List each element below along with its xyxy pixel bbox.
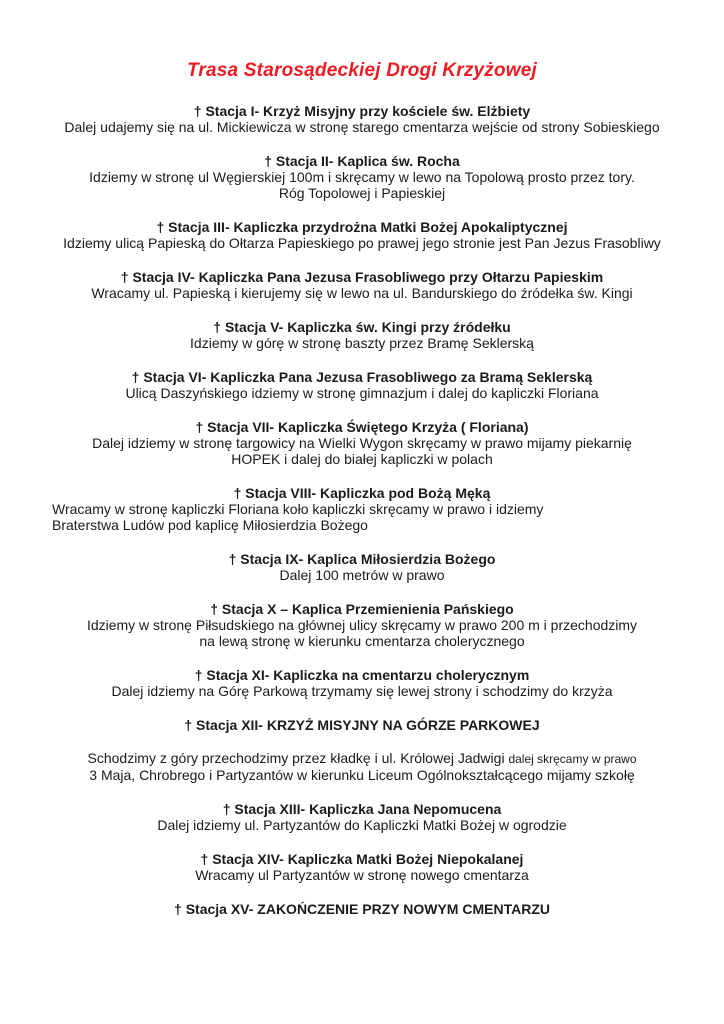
station-block [52,153,672,201]
station-block [52,717,672,783]
station-description-line: Idziemy w stronę ul Węgierskiej 100m i skręcamy w lewo na Topolową prosto przez tory. [89,169,635,185]
station-description-line: 3 Maja, Chrobrego i Partyzantów w kierunku Liceum Ogólnokształcącego mijamy szkołę [89,767,635,783]
station-heading: † Stacja X – Kaplica Przemienienia Pańskiego [210,601,514,617]
station-description-line: Wracamy ul. Papieską i kierujemy się w lewo na ul. Bandurskiego do źródełka św. Kingi [91,285,633,301]
station-description-line: Dalej udajemy się na ul. Mickiewicza w stronę starego cmentarza wejście od strony Sobieskiego [64,119,660,135]
station-heading: † Stacja V- Kapliczka św. Kingi przy źródełku [213,319,511,335]
description-segment: Schodzimy z góry przechodzimy przez kładkę i ul. Królowej Jadwigi [87,750,509,766]
station-block [52,419,672,467]
station-block [52,901,672,917]
station-description-line: na lewą stronę w kierunku cmentarza cholerycznego [199,633,525,649]
station-description [52,335,672,351]
station-description-line [52,750,672,767]
station-description [52,119,672,135]
station-block [52,601,672,649]
station-block [52,319,672,351]
station-description [52,683,672,699]
station-block [52,551,672,583]
station-description [52,750,672,783]
station-heading: † Stacja VI- Kapliczka Pana Jezusa Frasobliwego za Bramą Seklerską [131,369,593,385]
station-description-line: Dalej idziemy na Górę Parkową trzymamy się lewej strony i schodzimy do krzyża [111,683,613,699]
document-title: Trasa Starosądeckiej Drogi Krzyżowej [186,60,538,81]
station-block [52,369,672,401]
station-description-line: Wracamy ul Partyzantów w stronę nowego cmentarza [195,867,529,883]
station-heading: † Stacja I- Krzyż Misyjny przy kościele św. Elżbiety [193,103,531,119]
station-heading: † Stacja III- Kapliczka przydrożna Matki Bożej Apokaliptycznej [156,219,568,235]
station-description-line: Dalej 100 metrów w prawo [279,567,445,583]
station-description-line: Wracamy w stronę kapliczki Floriana koło kapliczki skręcamy w prawo i idziemy [52,501,544,517]
station-description-line: Braterstwa Ludów pod kaplicę Miłosierdzia Bożego [52,517,368,533]
station-description-line: Dalej idziemy w stronę targowicy na Wielki Wygon skręcamy w prawo mijamy piekarnię [92,435,632,451]
station-heading: † Stacja VII- Kapliczka Świętego Krzyża ( Floriana) [195,419,529,435]
station-description-line: Dalej idziemy ul. Partyzantów do Kapliczki Matki Bożej w ogrodzie [157,817,567,833]
station-block [52,103,672,135]
station-description [52,235,672,251]
station-description [52,867,672,883]
station-block [52,667,672,699]
station-description [52,501,672,533]
station-description [52,817,672,833]
station-heading: † Stacja II- Kaplica św. Rocha [264,153,460,169]
station-description [52,617,672,649]
station-heading: † Stacja XI- Kapliczka na cmentarzu cholerycznym [194,667,530,683]
station-description [52,285,672,301]
station-description-line: Idziemy w stronę Piłsudskiego na głównej ulicy skręcamy w prawo 200 m i przechodzimy [86,617,638,633]
station-block [52,219,672,251]
station-description [52,385,672,401]
station-description-line: HOPEK i dalej do białej kapliczki w polach [231,451,493,467]
station-heading: † Stacja XII- KRZYŻ MISYJNY NA GÓRZE PARKOWEJ [184,717,540,733]
station-description [52,169,672,201]
station-block [52,851,672,883]
station-description-line: Róg Topolowej i Papieskiej [278,185,446,201]
station-description-line: Idziemy ulicą Papieską do Ołtarza Papieskiego po prawej jego stronie jest Pan Jezus Frasobliwy [63,235,661,251]
station-description [52,567,672,583]
station-block [52,801,672,833]
description-segment: dalej skręcamy w prawo [508,752,637,766]
station-heading: † Stacja VIII- Kapliczka pod Bożą Męką [233,485,491,501]
station-heading: † Stacja XIV- Kapliczka Matki Bożej Niepokalanej [200,851,524,867]
station-block [52,485,672,533]
station-block [52,269,672,301]
station-description-line: Idziemy w górę w stronę baszty przez Bramę Seklerską [190,335,534,351]
stations-list [52,103,672,917]
station-heading: † Stacja XV- ZAKOŃCZENIE PRZY NOWYM CMENTARZU [174,901,550,917]
station-heading: † Stacja IV- Kapliczka Pana Jezusa Frasobliwego przy Ołtarzu Papieskim [120,269,604,285]
station-heading: † Stacja IX- Kaplica Miłosierdzia Bożego [228,551,496,567]
station-description-line: Ulicą Daszyńskiego idziemy w stronę gimnazjum i dalej do kapliczki Floriana [125,385,599,401]
station-heading: † Stacja XIII- Kapliczka Jana Nepomucena [222,801,502,817]
station-description [52,435,672,467]
